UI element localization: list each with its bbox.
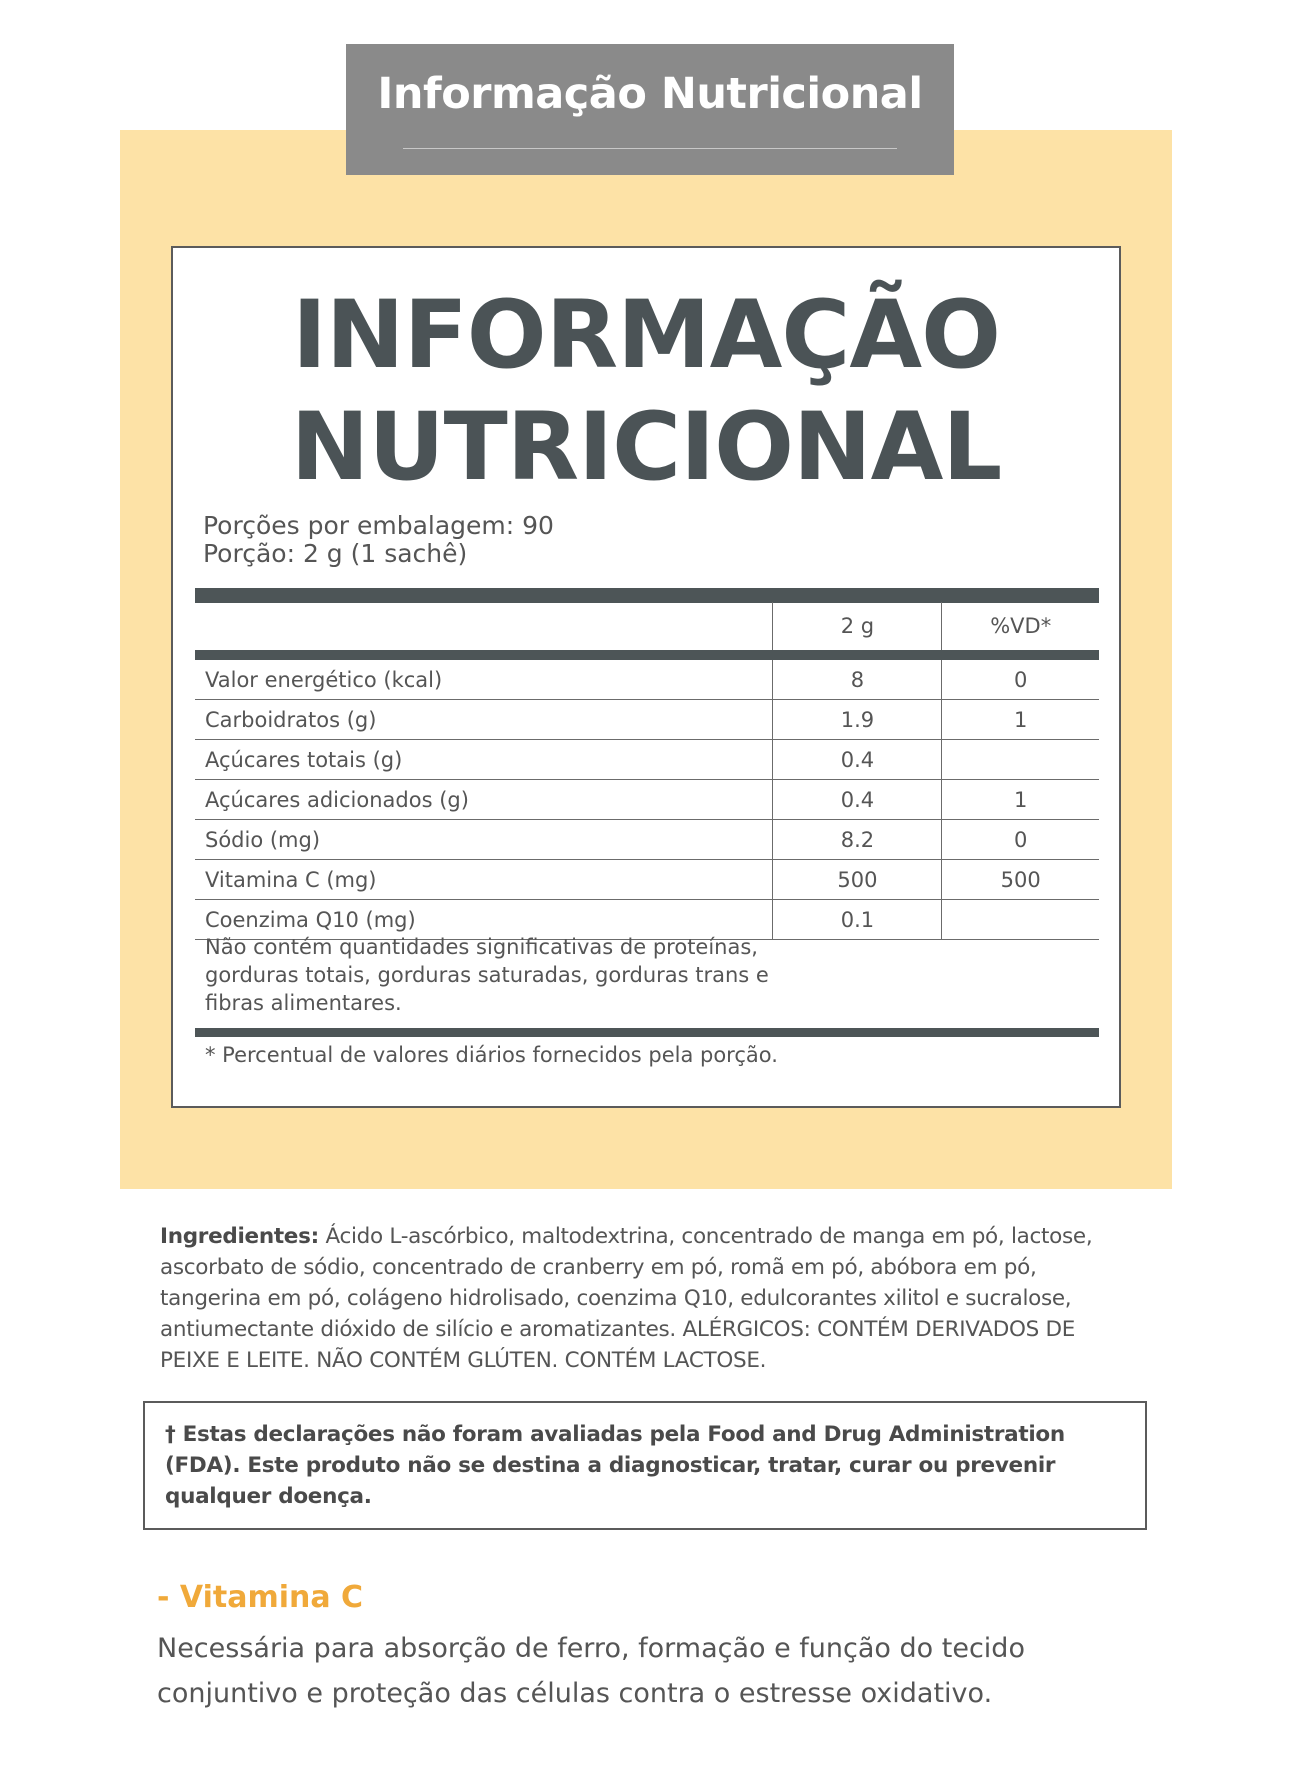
- row-name: Vitamina C (mg): [195, 860, 773, 900]
- row-dv: 1: [942, 780, 1099, 820]
- table-row: [195, 780, 1099, 820]
- vitamin-c-title: - Vitamina C: [157, 1580, 364, 1615]
- row-amount: 8.2: [773, 820, 942, 860]
- header-amount: 2 g: [773, 602, 942, 655]
- row-dv: 0: [942, 820, 1099, 860]
- nutrition-facts-card: [171, 246, 1121, 1108]
- row-amount: 0.4: [773, 780, 942, 820]
- fda-disclaimer-box: [143, 1401, 1147, 1530]
- fda-disclaimer-text: † Estas declarações não foram avaliadas pela Food and Drug Administration (FDA). Este produto não se destina a diagnosticar, tratar, curar ou prevenir qualquer doença.: [165, 1422, 1065, 1509]
- servings-info: [203, 512, 554, 568]
- row-dv: [942, 900, 1099, 940]
- row-dv: 0: [942, 655, 1099, 700]
- nutrition-note: Não contém quantidades significativas de proteínas, gorduras totais, gorduras saturadas, gorduras trans e fibras alimentares.: [205, 935, 769, 1015]
- row-name: Açúcares adicionados (g): [195, 780, 773, 820]
- nutrition-title-line1: INFORMAÇÃO: [291, 281, 1001, 390]
- row-name: Carboidratos (g): [195, 700, 773, 740]
- row-name: Valor energético (kcal): [195, 655, 773, 700]
- table-row: [195, 655, 1099, 700]
- divider-bar-top: [195, 588, 1099, 603]
- row-name: Sódio (mg): [195, 820, 773, 860]
- row-name: Coenzima Q10 (mg): [195, 900, 773, 940]
- banner-divider: [403, 148, 897, 149]
- table-header-row: [195, 602, 1099, 655]
- row-amount: 0.1: [773, 900, 942, 940]
- table-row: [195, 860, 1099, 900]
- divider-bar-bottom: [195, 1028, 1099, 1037]
- row-dv: 500: [942, 860, 1099, 900]
- row-amount: 8: [773, 655, 942, 700]
- serving-size: Porção: 2 g (1 sachê): [203, 539, 468, 568]
- row-name: Açúcares totais (g): [195, 740, 773, 780]
- header-banner: [346, 44, 954, 175]
- row-dv: [942, 740, 1099, 780]
- banner-title: Informação Nutricional: [377, 69, 923, 119]
- vitamin-c-description: Necessária para absorção de ferro, formação e função do tecido conjuntivo e proteção das células contra o estresse oxidativo.: [157, 1633, 1025, 1709]
- table-row: [195, 820, 1099, 860]
- row-amount: 0.4: [773, 740, 942, 780]
- nutrition-title-line2: NUTRICIONAL: [290, 393, 1002, 502]
- ingredients-text: Ácido L-ascórbico, maltodextrina, concentrado de manga em pó, lactose, ascorbato de sódio, concentrado de cranberry em pó, romã em pó, abóbora em pó, tangerina em pó, colágeno hidrolisado, coenzima Q10, edulcorantes xilitol e sucralose, antiumectante dióxido de silício e aromatizantes. ALÉRGICOS: CONTÉM DERIVADOS DE PEIXE E LEITE. NÃO CONTÉM GLÚTEN. CONTÉM LACTOSE.: [160, 1224, 1093, 1373]
- nutrition-table: [195, 602, 1099, 940]
- table-row: [195, 740, 1099, 780]
- ingredients-label: Ingredientes:: [160, 1224, 319, 1249]
- row-amount: 1.9: [773, 700, 942, 740]
- header-dv: %VD*: [942, 602, 1099, 655]
- nutrition-title: [173, 280, 1119, 504]
- row-dv: 1: [942, 700, 1099, 740]
- ingredients-paragraph: [160, 1221, 1140, 1376]
- row-amount: 500: [773, 860, 942, 900]
- table-row: [195, 700, 1099, 740]
- header-name: [195, 602, 773, 655]
- daily-value-footnote: * Percentual de valores diários fornecidos pela porção.: [205, 1043, 778, 1067]
- servings-per-package: Porções por embalagem: 90: [203, 511, 554, 540]
